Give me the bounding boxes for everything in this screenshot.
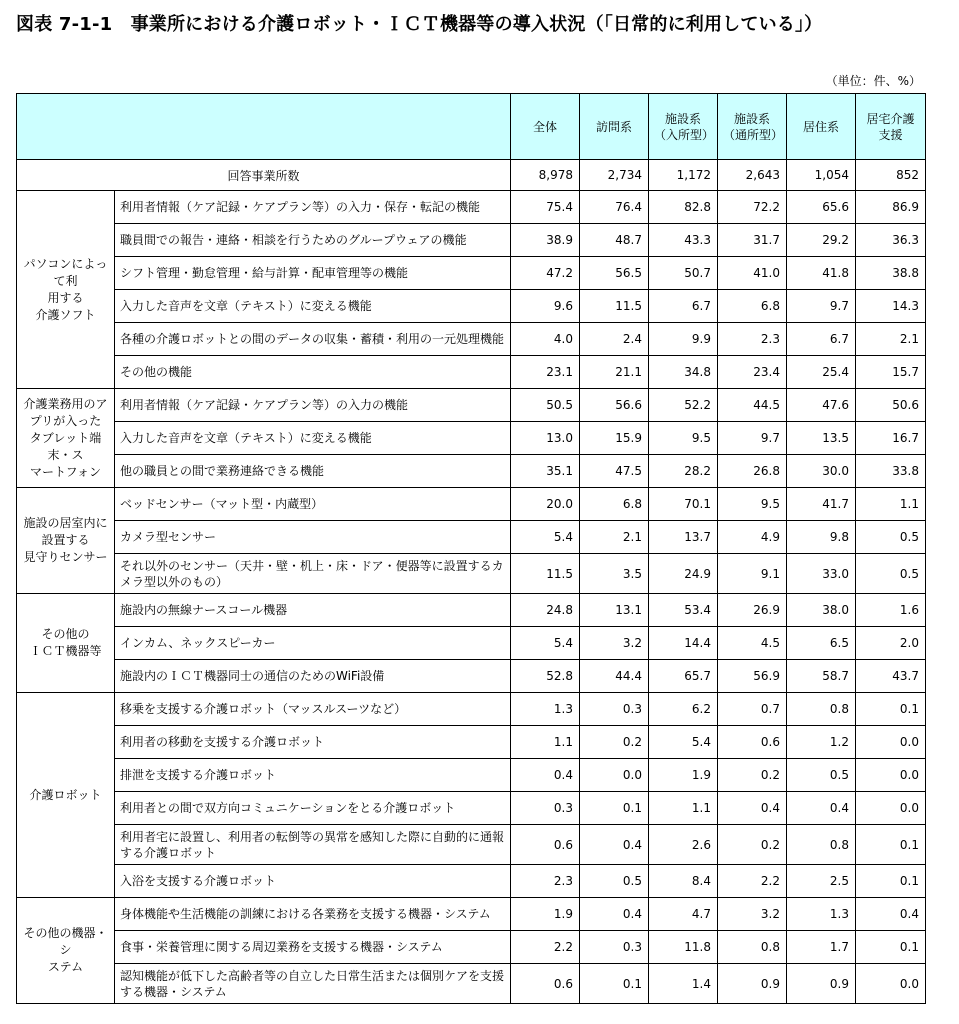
value-cell: 2.1	[856, 323, 926, 356]
value-cell: 14.4	[649, 627, 718, 660]
value-cell: 38.8	[856, 257, 926, 290]
value-cell: 9.5	[649, 422, 718, 455]
column-header: 施設系 （入所型）	[649, 94, 718, 160]
value-cell: 70.1	[649, 488, 718, 521]
table-row	[17, 759, 926, 792]
value-cell: 33.8	[856, 455, 926, 488]
table-row	[17, 290, 926, 323]
table-row	[17, 898, 926, 931]
row-label: 職員間での報告・連絡・相談を行うためのグループウェアの機能	[115, 224, 511, 257]
value-cell: 0.6	[511, 964, 580, 1004]
value-cell: 58.7	[787, 660, 856, 693]
row-label: カメラ型センサー	[115, 521, 511, 554]
value-cell: 15.7	[856, 356, 926, 389]
value-cell: 9.7	[787, 290, 856, 323]
value-cell: 4.5	[718, 627, 787, 660]
table-row	[17, 389, 926, 422]
value-cell: 13.0	[511, 422, 580, 455]
row-label: 各種の介護ロボットとの間のデータの収集・蓄積・利用の一元処理機能	[115, 323, 511, 356]
value-cell: 36.3	[856, 224, 926, 257]
unit-label: （単位：件、%）	[825, 74, 921, 88]
value-cell: 0.2	[580, 726, 649, 759]
count-label: 回答事業所数	[17, 160, 511, 191]
table-row	[17, 825, 926, 865]
value-cell: 14.3	[856, 290, 926, 323]
table-row	[17, 224, 926, 257]
value-cell: 5.4	[511, 521, 580, 554]
value-cell: 0.1	[856, 693, 926, 726]
value-cell: 43.3	[649, 224, 718, 257]
value-cell: 35.1	[511, 455, 580, 488]
value-cell: 15.9	[580, 422, 649, 455]
value-cell: 52.2	[649, 389, 718, 422]
value-cell: 41.7	[787, 488, 856, 521]
value-cell: 1.1	[511, 726, 580, 759]
value-cell: 0.2	[718, 759, 787, 792]
row-label: 施設内のＩＣＴ機器同士の通信のためのWiFi設備	[115, 660, 511, 693]
value-cell: 0.0	[856, 964, 926, 1004]
row-label: 利用者の移動を支援する介護ロボット	[115, 726, 511, 759]
value-cell: 2.2	[718, 865, 787, 898]
value-cell: 56.5	[580, 257, 649, 290]
value-cell: 4.0	[511, 323, 580, 356]
value-cell: 0.1	[856, 931, 926, 964]
table-row	[17, 191, 926, 224]
value-cell: 0.4	[787, 792, 856, 825]
value-cell: 0.4	[856, 898, 926, 931]
table-row	[17, 792, 926, 825]
value-cell: 16.7	[856, 422, 926, 455]
row-label: シフト管理・勤怠管理・給与計算・配車管理等の機能	[115, 257, 511, 290]
value-cell: 0.0	[856, 759, 926, 792]
value-cell: 6.8	[580, 488, 649, 521]
value-cell: 13.5	[787, 422, 856, 455]
value-cell: 2.1	[580, 521, 649, 554]
value-cell: 9.7	[718, 422, 787, 455]
category-label: 介護ロボット	[17, 693, 115, 898]
value-cell: 0.8	[718, 931, 787, 964]
row-label: 身体機能や生活機能の訓練における各業務を支援する機器・システム	[115, 898, 511, 931]
table-row	[17, 455, 926, 488]
page-title: 図表 7-1-1 事業所における介護ロボット・ＩＣＴ機器等の導入状況（「日常的に利用している」）	[16, 14, 823, 35]
value-cell: 47.6	[787, 389, 856, 422]
value-cell: 1.1	[856, 488, 926, 521]
table-row	[17, 726, 926, 759]
table-row	[17, 356, 926, 389]
value-cell: 28.2	[649, 455, 718, 488]
row-label: 施設内の無線ナースコール機器	[115, 594, 511, 627]
value-cell: 24.9	[649, 554, 718, 594]
value-cell: 0.3	[511, 792, 580, 825]
category-label: その他の機器・シ ステム	[17, 898, 115, 1004]
value-cell: 3.2	[718, 898, 787, 931]
value-cell: 9.6	[511, 290, 580, 323]
value-cell: 0.9	[718, 964, 787, 1004]
table-row	[17, 931, 926, 964]
value-cell: 1.3	[787, 898, 856, 931]
column-header: 全体	[511, 94, 580, 160]
table-row	[17, 488, 926, 521]
value-cell: 11.8	[649, 931, 718, 964]
value-cell: 13.1	[580, 594, 649, 627]
value-cell: 65.6	[787, 191, 856, 224]
value-cell: 24.8	[511, 594, 580, 627]
value-cell: 5.4	[649, 726, 718, 759]
table-row	[17, 693, 926, 726]
row-label: 利用者情報（ケア記録・ケアプラン等）の入力の機能	[115, 389, 511, 422]
value-cell: 0.5	[856, 554, 926, 594]
value-cell: 1.3	[511, 693, 580, 726]
value-cell: 1.4	[649, 964, 718, 1004]
value-cell: 50.5	[511, 389, 580, 422]
value-cell: 9.9	[649, 323, 718, 356]
table-row	[17, 660, 926, 693]
value-cell: 0.5	[856, 521, 926, 554]
table-row	[17, 594, 926, 627]
row-label: 移乗を支援する介護ロボット（マッスルスーツなど）	[115, 693, 511, 726]
count-cell: 8,978	[511, 160, 580, 191]
row-label: 他の職員との間で業務連絡できる機能	[115, 455, 511, 488]
value-cell: 56.9	[718, 660, 787, 693]
row-label: 入力した音声を文章（テキスト）に変える機能	[115, 290, 511, 323]
value-cell: 43.7	[856, 660, 926, 693]
value-cell: 86.9	[856, 191, 926, 224]
value-cell: 25.4	[787, 356, 856, 389]
value-cell: 26.8	[718, 455, 787, 488]
value-cell: 26.9	[718, 594, 787, 627]
value-cell: 6.7	[649, 290, 718, 323]
category-label: その他の ＩＣＴ機器等	[17, 594, 115, 693]
header-row	[17, 94, 926, 160]
value-cell: 76.4	[580, 191, 649, 224]
value-cell: 6.8	[718, 290, 787, 323]
value-cell: 52.8	[511, 660, 580, 693]
value-cell: 0.7	[718, 693, 787, 726]
value-cell: 2.2	[511, 931, 580, 964]
column-header: 居宅介護 支援	[856, 94, 926, 160]
value-cell: 0.5	[787, 759, 856, 792]
value-cell: 9.5	[718, 488, 787, 521]
value-cell: 2.5	[787, 865, 856, 898]
row-label: ベッドセンサー（マット型・内蔵型）	[115, 488, 511, 521]
value-cell: 11.5	[580, 290, 649, 323]
value-cell: 5.4	[511, 627, 580, 660]
value-cell: 34.8	[649, 356, 718, 389]
value-cell: 20.0	[511, 488, 580, 521]
value-cell: 31.7	[718, 224, 787, 257]
value-cell: 0.5	[580, 865, 649, 898]
value-cell: 0.9	[787, 964, 856, 1004]
value-cell: 53.4	[649, 594, 718, 627]
value-cell: 1.1	[649, 792, 718, 825]
count-cell: 2,643	[718, 160, 787, 191]
value-cell: 41.0	[718, 257, 787, 290]
count-cell: 1,172	[649, 160, 718, 191]
value-cell: 82.8	[649, 191, 718, 224]
row-label: その他の機能	[115, 356, 511, 389]
value-cell: 6.5	[787, 627, 856, 660]
value-cell: 1.9	[649, 759, 718, 792]
value-cell: 6.7	[787, 323, 856, 356]
table-row	[17, 257, 926, 290]
category-label: 介護業務用のア プリが入った タブレット端末・ス マートフォン	[17, 389, 115, 488]
value-cell: 2.3	[511, 865, 580, 898]
value-cell: 3.5	[580, 554, 649, 594]
row-label: それ以外のセンサー（天井・壁・机上・床・ドア・便器等に設置するカメラ型以外のもの）	[115, 554, 511, 594]
value-cell: 0.3	[580, 931, 649, 964]
value-cell: 38.9	[511, 224, 580, 257]
value-cell: 44.4	[580, 660, 649, 693]
value-cell: 47.2	[511, 257, 580, 290]
table-row	[17, 964, 926, 1004]
value-cell: 48.7	[580, 224, 649, 257]
value-cell: 41.8	[787, 257, 856, 290]
table-row	[17, 422, 926, 455]
value-cell: 0.0	[856, 726, 926, 759]
value-cell: 44.5	[718, 389, 787, 422]
value-cell: 30.0	[787, 455, 856, 488]
row-label: 入力した音声を文章（テキスト）に変える機能	[115, 422, 511, 455]
value-cell: 13.7	[649, 521, 718, 554]
value-cell: 0.4	[580, 898, 649, 931]
value-cell: 0.2	[718, 825, 787, 865]
value-cell: 21.1	[580, 356, 649, 389]
value-cell: 0.4	[511, 759, 580, 792]
value-cell: 6.2	[649, 693, 718, 726]
value-cell: 0.8	[787, 693, 856, 726]
value-cell: 1.7	[787, 931, 856, 964]
value-cell: 0.0	[580, 759, 649, 792]
value-cell: 2.0	[856, 627, 926, 660]
value-cell: 1.6	[856, 594, 926, 627]
table-row	[17, 521, 926, 554]
count-cell: 2,734	[580, 160, 649, 191]
value-cell: 0.0	[856, 792, 926, 825]
row-label: 利用者宅に設置し、利用者の転倒等の異常を感知した際に自動的に通報する介護ロボット	[115, 825, 511, 865]
row-label: インカム、ネックスピーカー	[115, 627, 511, 660]
value-cell: 0.6	[511, 825, 580, 865]
table-row	[17, 554, 926, 594]
value-cell: 33.0	[787, 554, 856, 594]
value-cell: 4.9	[718, 521, 787, 554]
row-label: 食事・栄養管理に関する周辺業務を支援する機器・システム	[115, 931, 511, 964]
value-cell: 65.7	[649, 660, 718, 693]
table-row	[17, 627, 926, 660]
value-cell: 1.9	[511, 898, 580, 931]
column-header: 施設系 （通所型）	[718, 94, 787, 160]
column-header: 居住系	[787, 94, 856, 160]
value-cell: 23.1	[511, 356, 580, 389]
value-cell: 38.0	[787, 594, 856, 627]
header-blank	[17, 94, 511, 160]
row-label: 認知機能が低下した高齢者等の自立した日常生活または個別ケアを支援する機器・システム	[115, 964, 511, 1004]
value-cell: 0.4	[580, 825, 649, 865]
row-label: 排泄を支援する介護ロボット	[115, 759, 511, 792]
row-label: 利用者との間で双方向コミュニケーションをとる介護ロボット	[115, 792, 511, 825]
value-cell: 1.2	[787, 726, 856, 759]
value-cell: 0.1	[580, 792, 649, 825]
value-cell: 0.8	[787, 825, 856, 865]
value-cell: 47.5	[580, 455, 649, 488]
value-cell: 3.2	[580, 627, 649, 660]
value-cell: 4.7	[649, 898, 718, 931]
value-cell: 9.8	[787, 521, 856, 554]
category-label: 施設の居室内に 設置する 見守りセンサー	[17, 488, 115, 594]
value-cell: 11.5	[511, 554, 580, 594]
value-cell: 75.4	[511, 191, 580, 224]
value-cell: 0.1	[856, 825, 926, 865]
value-cell: 2.4	[580, 323, 649, 356]
value-cell: 8.4	[649, 865, 718, 898]
data-table	[16, 93, 926, 1004]
category-label: パソコンによって利 用する 介護ソフト	[17, 191, 115, 389]
value-cell: 0.1	[856, 865, 926, 898]
row-label: 利用者情報（ケア記録・ケアプラン等）の入力・保存・転記の機能	[115, 191, 511, 224]
value-cell: 0.3	[580, 693, 649, 726]
table-row	[17, 865, 926, 898]
value-cell: 29.2	[787, 224, 856, 257]
value-cell: 56.6	[580, 389, 649, 422]
count-row	[17, 160, 926, 191]
value-cell: 0.1	[580, 964, 649, 1004]
count-cell: 1,054	[787, 160, 856, 191]
value-cell: 2.6	[649, 825, 718, 865]
value-cell: 50.6	[856, 389, 926, 422]
column-header: 訪問系	[580, 94, 649, 160]
value-cell: 2.3	[718, 323, 787, 356]
value-cell: 9.1	[718, 554, 787, 594]
value-cell: 0.6	[718, 726, 787, 759]
count-cell: 852	[856, 160, 926, 191]
row-label: 入浴を支援する介護ロボット	[115, 865, 511, 898]
value-cell: 72.2	[718, 191, 787, 224]
value-cell: 23.4	[718, 356, 787, 389]
value-cell: 0.4	[718, 792, 787, 825]
value-cell: 50.7	[649, 257, 718, 290]
table-row	[17, 323, 926, 356]
